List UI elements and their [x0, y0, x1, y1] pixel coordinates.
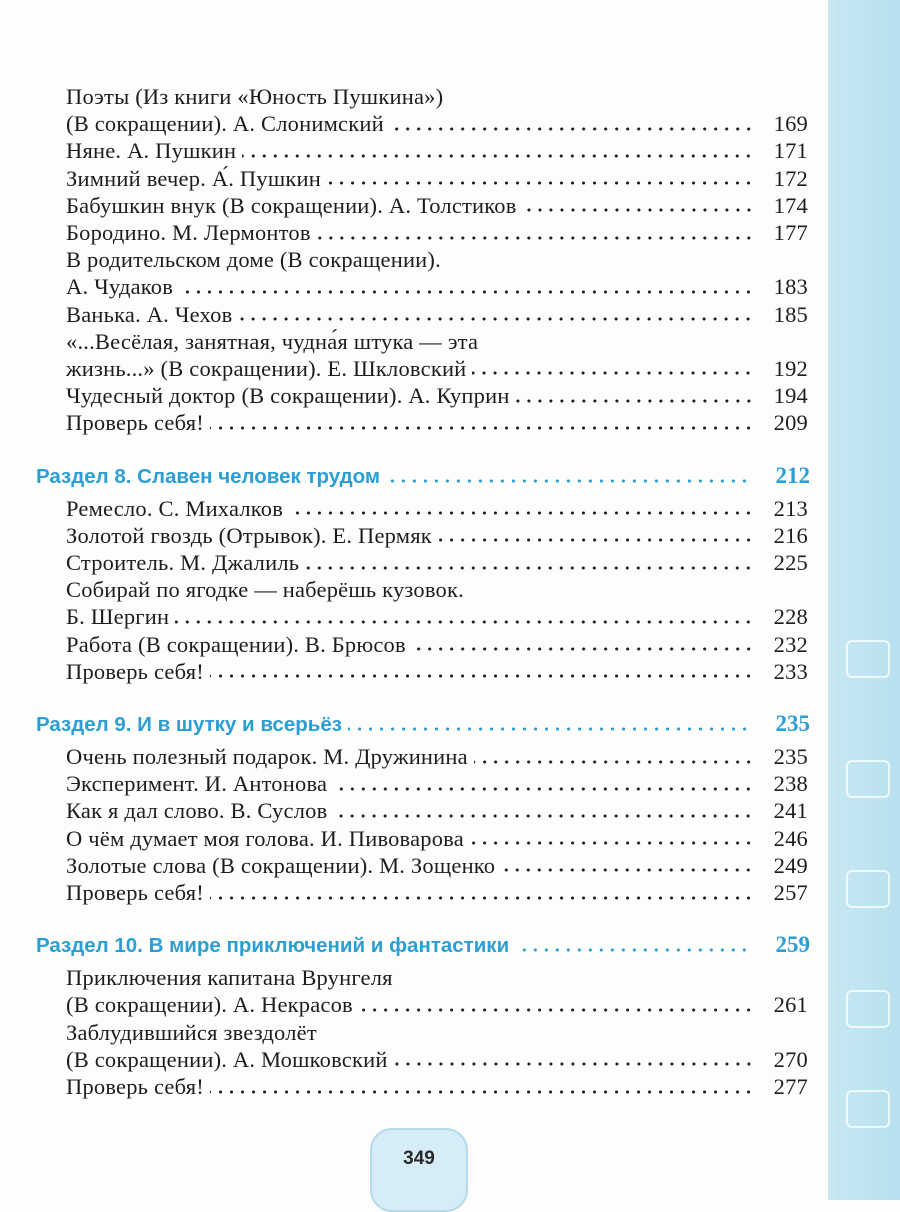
entry-page-number: 233	[773, 658, 808, 684]
entry-title: Няне. А. Пушкин	[66, 138, 237, 164]
entry-page-number: 194	[773, 383, 808, 409]
leader-dots	[438, 538, 754, 542]
entry-title: Чудесный доктор (В сокращении). А. Куприн	[66, 383, 510, 409]
toc-entry-line	[66, 83, 808, 110]
leader-dots	[515, 948, 750, 952]
toc-entry-line	[66, 1073, 808, 1100]
toc-entry	[66, 797, 808, 824]
toc-entry	[66, 137, 808, 164]
toc-entry	[66, 382, 808, 409]
entry-title: Заблудившийся звездолёт	[66, 1019, 317, 1045]
toc-entry	[66, 165, 808, 192]
section-heading	[36, 930, 810, 960]
toc-entry	[66, 1073, 808, 1100]
toc-entry	[66, 631, 808, 658]
leader-dots	[472, 371, 754, 375]
entry-page-number: 257	[773, 880, 808, 905]
entry-title: В родительском доме (В сокращении).	[66, 247, 441, 273]
entry-title: «...Весёлая, занятная, чудна́я штука — эта	[66, 328, 479, 354]
leader-dots	[210, 426, 754, 430]
leader-dots	[333, 787, 754, 791]
leader-dots	[470, 841, 754, 845]
entry-page-number: 232	[773, 631, 808, 657]
toc-entry-line	[66, 964, 808, 991]
toc-entry-line	[66, 797, 808, 824]
entry-title: Бородино. М. Лермонтов	[66, 220, 311, 245]
leader-dots	[359, 1008, 754, 1012]
toc-entry	[66, 219, 808, 246]
section-page-number: 235	[775, 711, 810, 736]
entry-title: Работа (В сокращении). В. Брюсов	[66, 631, 406, 657]
toc-entry-line	[66, 549, 808, 576]
leader-dots	[327, 181, 754, 185]
leader-dots	[317, 236, 754, 240]
toc-entry-line	[66, 825, 808, 852]
entry-page-number: 192	[773, 355, 808, 381]
entry-title: Очень полезный подарок. М. Дружинина	[66, 744, 468, 769]
section-page-number: 212	[775, 462, 810, 488]
toc-entry-line	[66, 631, 808, 658]
toc-entry-line	[66, 852, 808, 879]
section-title: Раздел 8. Славен человек трудом	[36, 464, 381, 488]
entry-page-number: 225	[773, 550, 808, 575]
entry-title: Строитель. М. Джалиль	[66, 550, 300, 575]
leader-dots	[412, 647, 754, 651]
entry-title: Собирай по ягодке — наберёшь кузовок.	[66, 577, 464, 603]
entry-page-number: 241	[773, 798, 808, 824]
entry-title: Проверь себя!	[66, 658, 204, 684]
decorative-side-strip	[828, 0, 900, 1200]
leader-dots	[238, 317, 754, 321]
toc-entry-line	[66, 879, 808, 906]
toc-entry-line	[66, 382, 808, 409]
page-number: 349	[403, 1148, 435, 1169]
decorative-pencil-icon	[846, 990, 890, 1028]
toc-entry	[66, 328, 808, 382]
entry-title: Проверь себя!	[66, 1074, 204, 1099]
decorative-book-icon	[846, 760, 890, 798]
toc-entry-line	[66, 658, 808, 685]
entry-page-number: 174	[773, 192, 808, 218]
toc-entry	[66, 246, 808, 300]
toc-entry-line	[66, 355, 808, 382]
section-heading	[36, 461, 810, 491]
entry-page-number: 277	[773, 1074, 808, 1099]
toc-entry	[66, 522, 808, 549]
leader-dots	[289, 511, 754, 515]
toc-entry	[66, 83, 808, 137]
toc-entry	[66, 879, 808, 906]
entry-title: (В сокращении). А. Некрасов	[66, 992, 353, 1018]
toc-entry-line	[66, 273, 808, 300]
entry-title: Ванька. А. Чехов	[66, 301, 233, 327]
entry-title: (В сокращении). А. Мошковский	[66, 1046, 388, 1072]
toc-entry	[66, 743, 808, 770]
entry-title: Как я дал слово. В. Суслов	[66, 798, 328, 824]
leader-dots	[474, 760, 754, 764]
entry-title: Ремесло. С. Михалков	[66, 495, 284, 521]
toc-entry	[66, 658, 808, 685]
leader-dots	[516, 399, 754, 403]
leader-dots	[305, 566, 754, 570]
entry-title: (В сокращении). А. Слонимский	[66, 111, 384, 137]
entry-title: жизнь...» (В сокращении). Е. Шкловский	[66, 355, 467, 381]
leader-dots	[394, 1062, 754, 1066]
entry-page-number: 270	[773, 1046, 808, 1072]
page-number-tab	[370, 1128, 468, 1212]
entry-page-number: 169	[773, 111, 808, 137]
entry-page-number: 216	[773, 522, 808, 548]
entry-title: Бабушкин внук (В сокращении). А. Толстиков	[66, 192, 517, 218]
toc-entry	[66, 301, 808, 328]
toc-entry	[66, 409, 808, 436]
leader-dots	[175, 620, 754, 624]
leader-dots	[210, 674, 754, 678]
entry-page-number: 235	[773, 744, 808, 769]
toc-entry-line	[66, 301, 808, 328]
toc-entry-line	[66, 522, 808, 549]
toc-entry-line	[66, 165, 808, 192]
leader-dots	[210, 896, 754, 900]
entry-title: Проверь себя!	[66, 410, 204, 436]
leader-dots	[501, 868, 754, 872]
leader-dots	[210, 1090, 754, 1094]
toc-entry	[66, 770, 808, 797]
entry-title: Проверь себя!	[66, 880, 204, 905]
entry-page-number: 246	[773, 825, 808, 851]
toc-entry-line	[66, 219, 808, 246]
entry-page-number: 249	[773, 852, 808, 878]
leader-dots	[523, 208, 754, 212]
toc-entry	[66, 192, 808, 219]
toc-entry-line	[66, 991, 808, 1018]
toc-entry	[66, 495, 808, 522]
leader-dots	[390, 127, 754, 131]
entry-page-number: 183	[773, 274, 808, 300]
toc-entry-line	[66, 743, 808, 770]
toc-entry	[66, 576, 808, 630]
decorative-page-icon	[846, 870, 890, 908]
entry-title: А. Чудаков	[66, 274, 174, 300]
entry-page-number: 261	[773, 992, 808, 1018]
toc-entry	[66, 825, 808, 852]
toc-entry	[66, 964, 808, 1018]
entry-title: О чём думает моя голова. И. Пивоварова	[66, 825, 464, 851]
toc-entry-line	[66, 770, 808, 797]
toc-entry-line	[66, 192, 808, 219]
toc-entry	[66, 1019, 808, 1073]
toc-entry-line	[66, 246, 808, 273]
toc-entry-line	[66, 110, 808, 137]
entry-page-number: 238	[773, 771, 808, 797]
toc-entry-line	[66, 603, 808, 630]
leader-dots	[348, 727, 750, 731]
toc-entry-line	[66, 409, 808, 436]
entry-title: Золотой гвоздь (Отрывок). Е. Пермяк	[66, 522, 432, 548]
toc-entry-line	[66, 495, 808, 522]
section-title: Раздел 10. В мире приключений и фантастики	[36, 934, 510, 958]
toc-entry-line	[66, 576, 808, 603]
decorative-chat-icon	[846, 640, 890, 678]
toc-entry	[66, 549, 808, 576]
section-heading	[36, 709, 810, 739]
section-title: Раздел 9. И в шутку и всерьёз	[36, 713, 342, 736]
entry-page-number: 228	[773, 604, 808, 630]
entry-page-number: 185	[773, 301, 808, 327]
toc-entry	[66, 852, 808, 879]
entry-title: Поэты (Из книги «Юность Пушкина»)	[66, 84, 444, 109]
entry-page-number: 213	[773, 495, 808, 521]
entry-title: Зимний вечер. А́. Пушкин	[66, 165, 321, 191]
leader-dots	[179, 290, 754, 294]
toc-entry-line	[66, 1019, 808, 1046]
section-page-number: 259	[775, 932, 810, 958]
entry-page-number: 171	[773, 138, 808, 164]
toc-entry-line	[66, 1046, 808, 1073]
leader-dots	[333, 814, 754, 818]
entry-title: Б. Шергин	[66, 604, 170, 630]
entry-title: Золотые слова (В сокращении). М. Зощенко	[66, 852, 496, 878]
entry-page-number: 172	[773, 165, 808, 191]
toc-entry-line	[66, 328, 808, 355]
leader-dots	[386, 479, 750, 483]
entry-title: Приключения капитана Врунгеля	[66, 965, 393, 991]
entry-page-number: 209	[773, 410, 808, 436]
toc-entry-line	[66, 137, 808, 164]
decorative-book-icon	[846, 1090, 890, 1128]
leader-dots	[242, 154, 754, 158]
entry-title: Эксперимент. И. Антонова	[66, 771, 328, 797]
entry-page-number: 177	[773, 220, 808, 245]
